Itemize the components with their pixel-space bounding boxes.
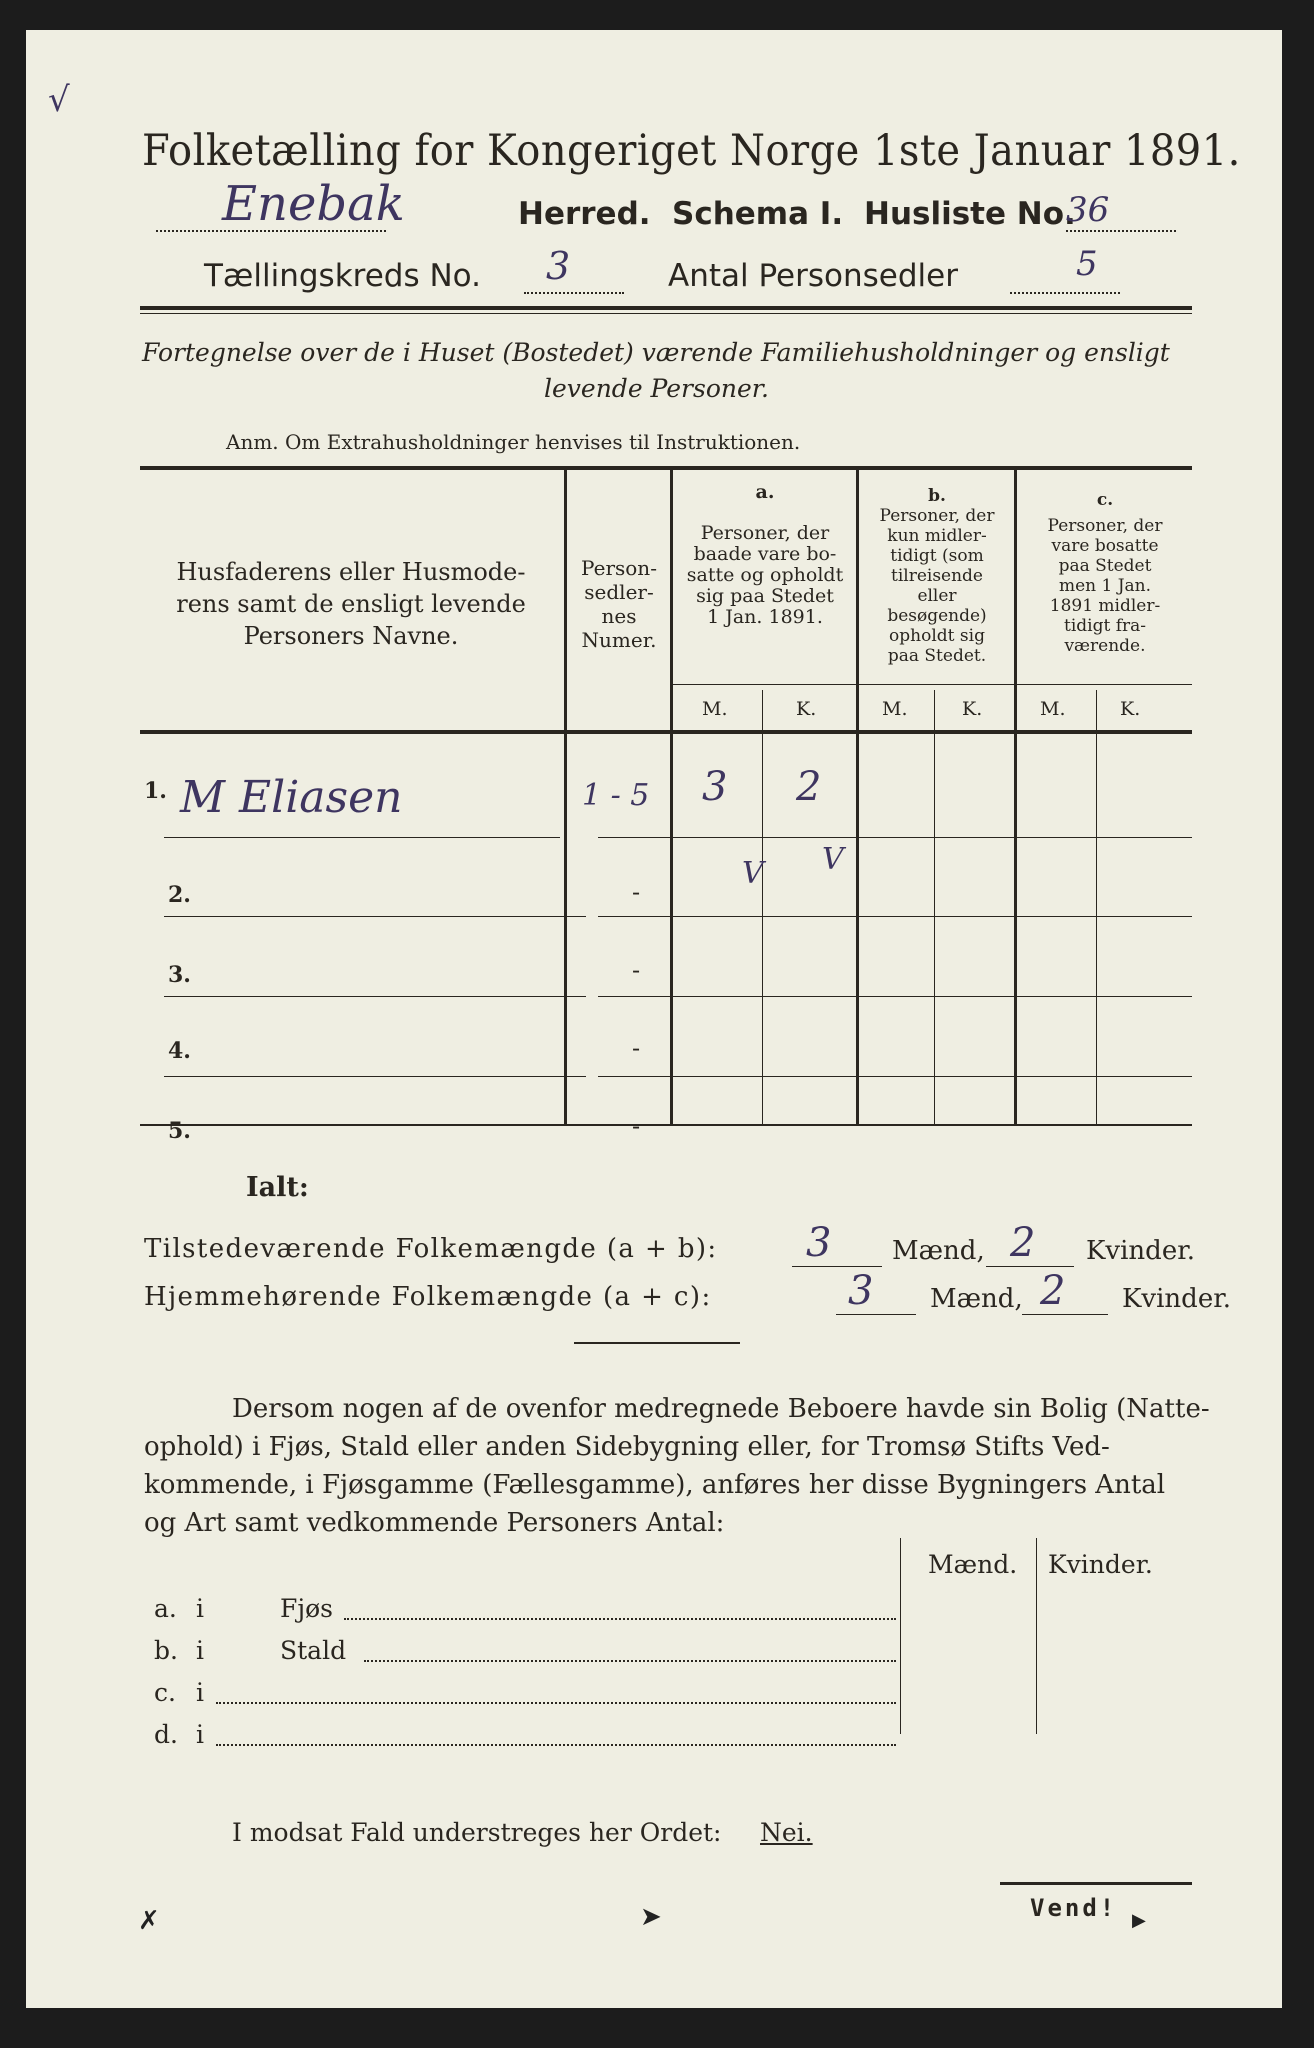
nei-word: Nei. bbox=[760, 1818, 813, 1847]
census-form-page bbox=[26, 30, 1282, 2008]
herred-label: Herred. bbox=[518, 196, 651, 232]
totals-line-2-k-rule bbox=[1022, 1314, 1108, 1315]
intro-line-2: levende Personer. bbox=[544, 374, 769, 403]
kreds-value: 3 bbox=[546, 244, 571, 288]
annotation-note: Anm. Om Extrahusholdninger henvises til Instruktionen. bbox=[226, 430, 801, 454]
totals-line-2-m-rule bbox=[836, 1314, 916, 1315]
col-b-mk bbox=[934, 690, 935, 1124]
col-header-num: Person- sedler- nes Numer. bbox=[581, 556, 657, 652]
husliste-dotline bbox=[1066, 230, 1176, 232]
table-bottom-rule bbox=[140, 1124, 1192, 1126]
outbuilding-row-c-letter: c. bbox=[154, 1678, 176, 1707]
outbuilding-row-b-i: i bbox=[196, 1636, 204, 1665]
outbuilding-row-a-label: Fjøs bbox=[280, 1594, 333, 1623]
b-m-label: M. bbox=[882, 698, 908, 720]
totals-line-2-maend: Mænd, bbox=[930, 1284, 1023, 1314]
b-k-label: K. bbox=[962, 698, 983, 720]
totals-line-2-m: 3 bbox=[848, 1268, 874, 1314]
outbuilding-row-c-i: i bbox=[196, 1678, 204, 1707]
bottom-left-ink-mark: ✗ bbox=[138, 1906, 160, 1936]
outbuilding-row-a-i: i bbox=[196, 1594, 204, 1623]
header-rule bbox=[140, 306, 1192, 310]
totals-line-1-label: Tilstedeværende Folkemængde (a + b): bbox=[144, 1234, 718, 1264]
col-header-c: c. Personer, der vare bosatte paa Stedet men 1 Jan. 1891 midler- tidigt fra- værende. bbox=[1047, 490, 1163, 656]
vend-rule bbox=[1000, 1882, 1192, 1885]
table-top-rule bbox=[140, 466, 1192, 470]
totals-line-1-m-rule bbox=[792, 1266, 882, 1267]
col-sep-b bbox=[1014, 470, 1017, 1124]
c-subheader-rule bbox=[1016, 684, 1192, 685]
row-2-number: 2. bbox=[168, 882, 191, 908]
totals-line-2-label: Hjemmehørende Folkemængde (a + c): bbox=[144, 1282, 712, 1312]
col-header-name: Husfaderens eller Husmode- rens samt de ensligt levende Personers Navne. bbox=[176, 558, 526, 650]
outbuilding-para-1: Dersom nogen af de ovenfor medregnede Beboere havde sin Bolig (Natte- bbox=[232, 1394, 1210, 1424]
outbuilding-row-b-dots bbox=[364, 1660, 896, 1662]
row-2-num: - bbox=[632, 878, 641, 906]
table-header-bottom-rule bbox=[140, 730, 1192, 734]
schema-label: Schema I. bbox=[672, 196, 844, 232]
col-sep-a bbox=[856, 470, 859, 1124]
outbuilding-col-sep-2 bbox=[1036, 1538, 1037, 1734]
col-sep-name bbox=[564, 470, 567, 1124]
row-3-rule-name bbox=[164, 996, 586, 997]
row-4-rule-cells bbox=[598, 1076, 1192, 1077]
row-4-rule-name bbox=[164, 1076, 586, 1077]
totals-line-1-maend: Mænd, bbox=[892, 1236, 985, 1266]
section-divider bbox=[574, 1342, 740, 1344]
bottom-right-ink-mark: ▶ bbox=[1132, 1910, 1146, 1931]
row-3-rule-cells bbox=[598, 996, 1192, 997]
outbuilding-col-sep-1 bbox=[900, 1538, 901, 1734]
outbuilding-col-maend: Mænd. bbox=[928, 1550, 1018, 1579]
kreds-dotline bbox=[524, 292, 624, 294]
c-k-label: K. bbox=[1120, 698, 1141, 720]
outbuilding-row-b-letter: b. bbox=[154, 1636, 178, 1665]
outbuilding-row-a-letter: a. bbox=[154, 1594, 177, 1623]
outbuilding-para-3: kommende, i Fjøsgamme (Fællesgamme), anføres her disse Bygningers Antal bbox=[144, 1470, 1166, 1500]
row-2-a-k: V bbox=[822, 842, 844, 877]
row-1-a-k: 2 bbox=[796, 764, 822, 810]
row-2-rule-cells bbox=[598, 916, 1192, 917]
header-rule-thin bbox=[140, 313, 1192, 314]
col-sep-num bbox=[670, 470, 673, 1124]
totals-line-1-m: 3 bbox=[806, 1220, 832, 1266]
vend-label: Vend! bbox=[1030, 1894, 1118, 1922]
outbuilding-para-2: ophold) i Fjøs, Stald eller anden Sidebygning eller, for Tromsø Stifts Ved- bbox=[144, 1432, 1110, 1462]
outbuilding-row-b-label: Stald bbox=[280, 1636, 347, 1665]
margin-check-mark: √ bbox=[48, 80, 70, 120]
totals-line-1-k-rule bbox=[986, 1266, 1074, 1267]
totals-line-2-kvinder: Kvinder. bbox=[1122, 1284, 1232, 1314]
col-header-a: a. Personer, der baade vare bo- satte og opholdt sig paa Stedet 1 Jan. 1891. bbox=[686, 481, 844, 628]
antal-dotline bbox=[1010, 292, 1120, 294]
row-2-rule-name bbox=[164, 916, 586, 917]
row-4-num: - bbox=[632, 1034, 641, 1062]
outbuilding-col-kvinder: Kvinder. bbox=[1048, 1550, 1153, 1579]
row-5-num: - bbox=[632, 1112, 641, 1140]
outbuilding-row-a-dots bbox=[344, 1618, 896, 1620]
bottom-center-ink-mark: ➤ bbox=[640, 1902, 662, 1932]
a-k-label: K. bbox=[796, 698, 817, 720]
outbuilding-row-d-i: i bbox=[196, 1720, 204, 1749]
row-1-number: 1. bbox=[144, 778, 167, 804]
a-m-label: M. bbox=[702, 698, 728, 720]
antal-label: Antal Personsedler bbox=[668, 258, 958, 294]
a-subheader-rule bbox=[672, 684, 856, 685]
ialt-label: Ialt: bbox=[246, 1172, 309, 1203]
totals-line-2-k: 2 bbox=[1040, 1268, 1066, 1314]
row-1-a-m: 3 bbox=[702, 764, 728, 810]
outbuilding-para-4: og Art samt vedkommende Personers Antal: bbox=[144, 1508, 725, 1538]
c-m-label: M. bbox=[1040, 698, 1066, 720]
totals-line-1-k: 2 bbox=[1010, 1220, 1036, 1266]
row-5-number: 5. bbox=[168, 1118, 191, 1144]
antal-value: 5 bbox=[1076, 244, 1098, 284]
row-3-num: - bbox=[632, 956, 641, 984]
row-1-rule-cells bbox=[598, 837, 1192, 838]
row-2-a-m: V bbox=[742, 856, 764, 891]
herred-value: Enebak bbox=[222, 176, 405, 232]
husliste-label: Husliste No. bbox=[864, 196, 1076, 232]
row-3-number: 3. bbox=[168, 962, 191, 988]
b-subheader-rule bbox=[858, 684, 1014, 685]
husliste-value: 36 bbox=[1066, 190, 1110, 230]
row-1-name: M Eliasen bbox=[180, 772, 403, 823]
modsat-text: I modsat Fald understreges her Ordet: bbox=[232, 1818, 722, 1847]
outbuilding-row-c-dots bbox=[216, 1702, 896, 1704]
row-1-rule-name bbox=[164, 837, 560, 838]
outbuilding-row-d-dots bbox=[216, 1744, 896, 1746]
form-title: Folketælling for Kongeriget Norge 1ste Januar 1891. bbox=[142, 126, 1241, 176]
intro-line-1: Fortegnelse over de i Huset (Bostedet) værende Familiehusholdninger og ensligt bbox=[142, 338, 1170, 367]
row-1-num: 1 - 5 bbox=[582, 778, 650, 813]
col-header-b: b. Personer, der kun midler- tidigt (som tilreisende eller besøgende) opholdt sig paa Stedet. bbox=[879, 486, 995, 666]
col-a-mk bbox=[762, 690, 763, 1124]
kreds-label: Tællingskreds No. bbox=[204, 258, 481, 294]
totals-line-1-kvinder: Kvinder. bbox=[1086, 1236, 1196, 1266]
row-4-number: 4. bbox=[168, 1038, 191, 1064]
outbuilding-row-d-letter: d. bbox=[154, 1720, 178, 1749]
col-c-mk bbox=[1096, 690, 1097, 1124]
